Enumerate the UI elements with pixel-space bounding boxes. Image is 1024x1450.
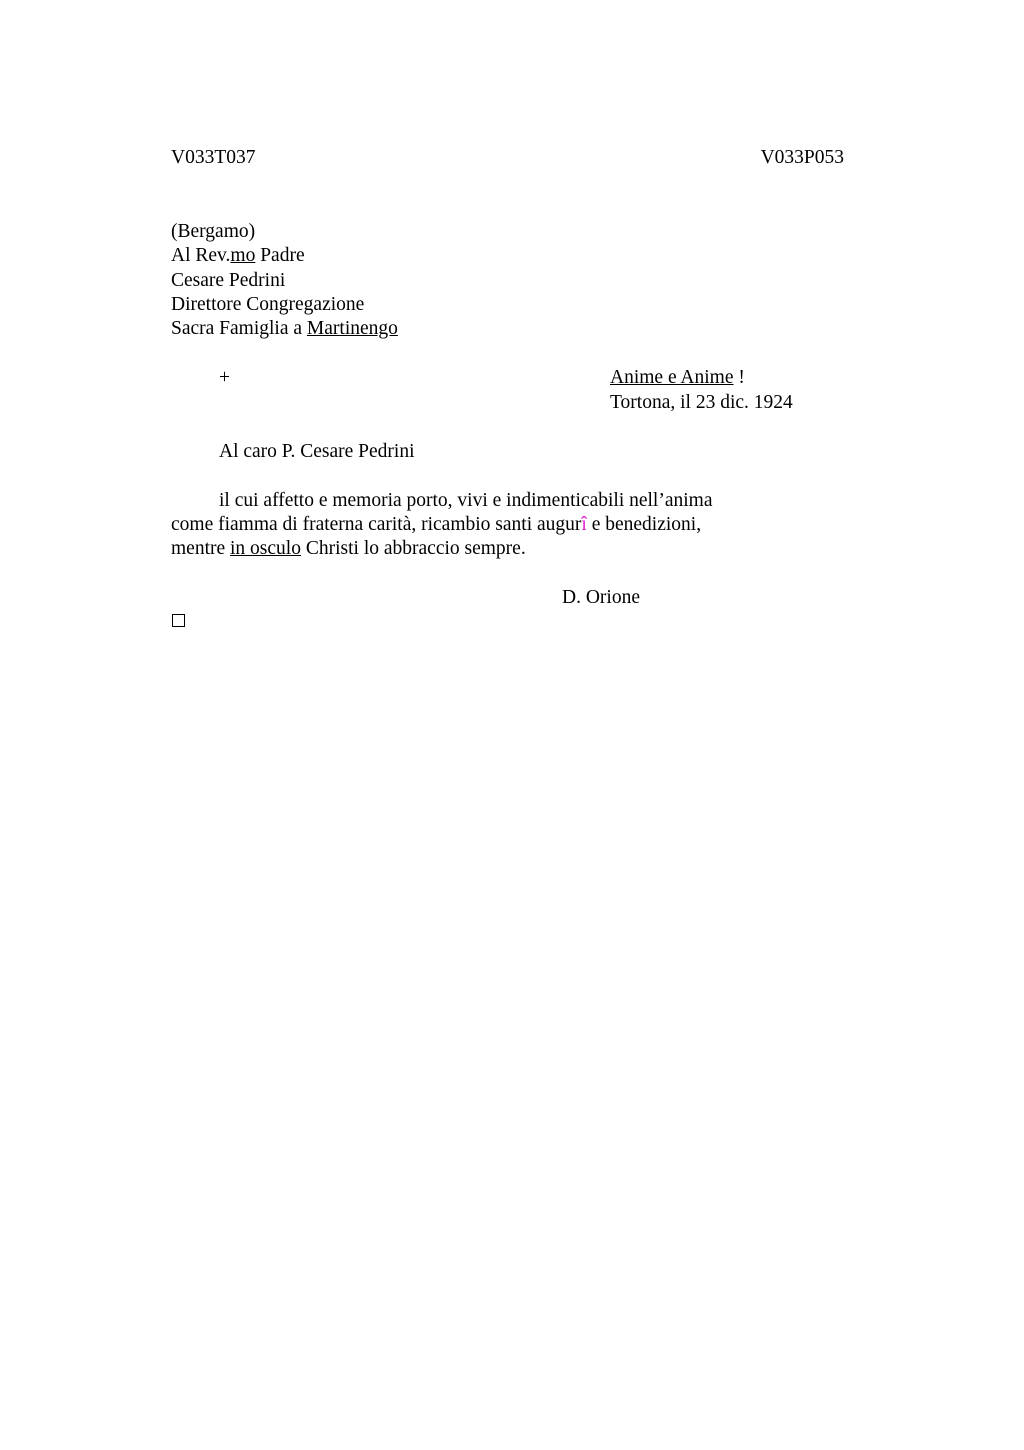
place-date-line: Tortona, il 23 dic. 1924 [610, 392, 793, 413]
body-line-3-suffix: Christi lo abbraccio sempre. [300, 538, 526, 559]
motto-line [610, 366, 745, 390]
body-line-2-suffix: e benedizioni, [586, 514, 702, 535]
address-recipient-role: Direttore Congregazione [171, 294, 365, 315]
body-line-1: il cui affetto e memoria porto, vivi e indimenticabili nell’anima [219, 490, 713, 511]
address-line-location [171, 317, 398, 341]
motto-underlined: Anime e Anime [610, 367, 734, 388]
address-line-recipient-title [171, 244, 305, 268]
signature: D. Orione [562, 587, 640, 608]
body-line-2-accent-char: î [581, 514, 587, 535]
motto-suffix: ! [733, 367, 745, 388]
cross-symbol: + [219, 367, 230, 388]
address-location-prefix: Sacra Famiglia a [171, 318, 307, 339]
body-line-2 [171, 513, 701, 537]
document-code-right: V033P053 [760, 147, 844, 168]
address-title-suffix: Padre [255, 245, 305, 266]
document-code-left: V033T037 [171, 147, 256, 168]
body-line-2-prefix: come fiamma di fraterna carità, ricambio santi augur [171, 514, 582, 535]
body-line-3-prefix: mentre [171, 538, 231, 559]
address-title-prefix: Al Rev. [171, 245, 231, 266]
body-line-3-underlined: in osculo [230, 538, 301, 559]
address-recipient-name: Cesare Pedrini [171, 270, 286, 291]
address-place: (Bergamo) [171, 221, 256, 242]
body-line-3 [171, 537, 526, 561]
address-title-underlined: mo [230, 245, 256, 266]
empty-box-symbol [172, 614, 185, 627]
address-location-underlined: Martinengo [306, 318, 398, 339]
salutation: Al caro P. Cesare Pedrini [219, 441, 415, 462]
